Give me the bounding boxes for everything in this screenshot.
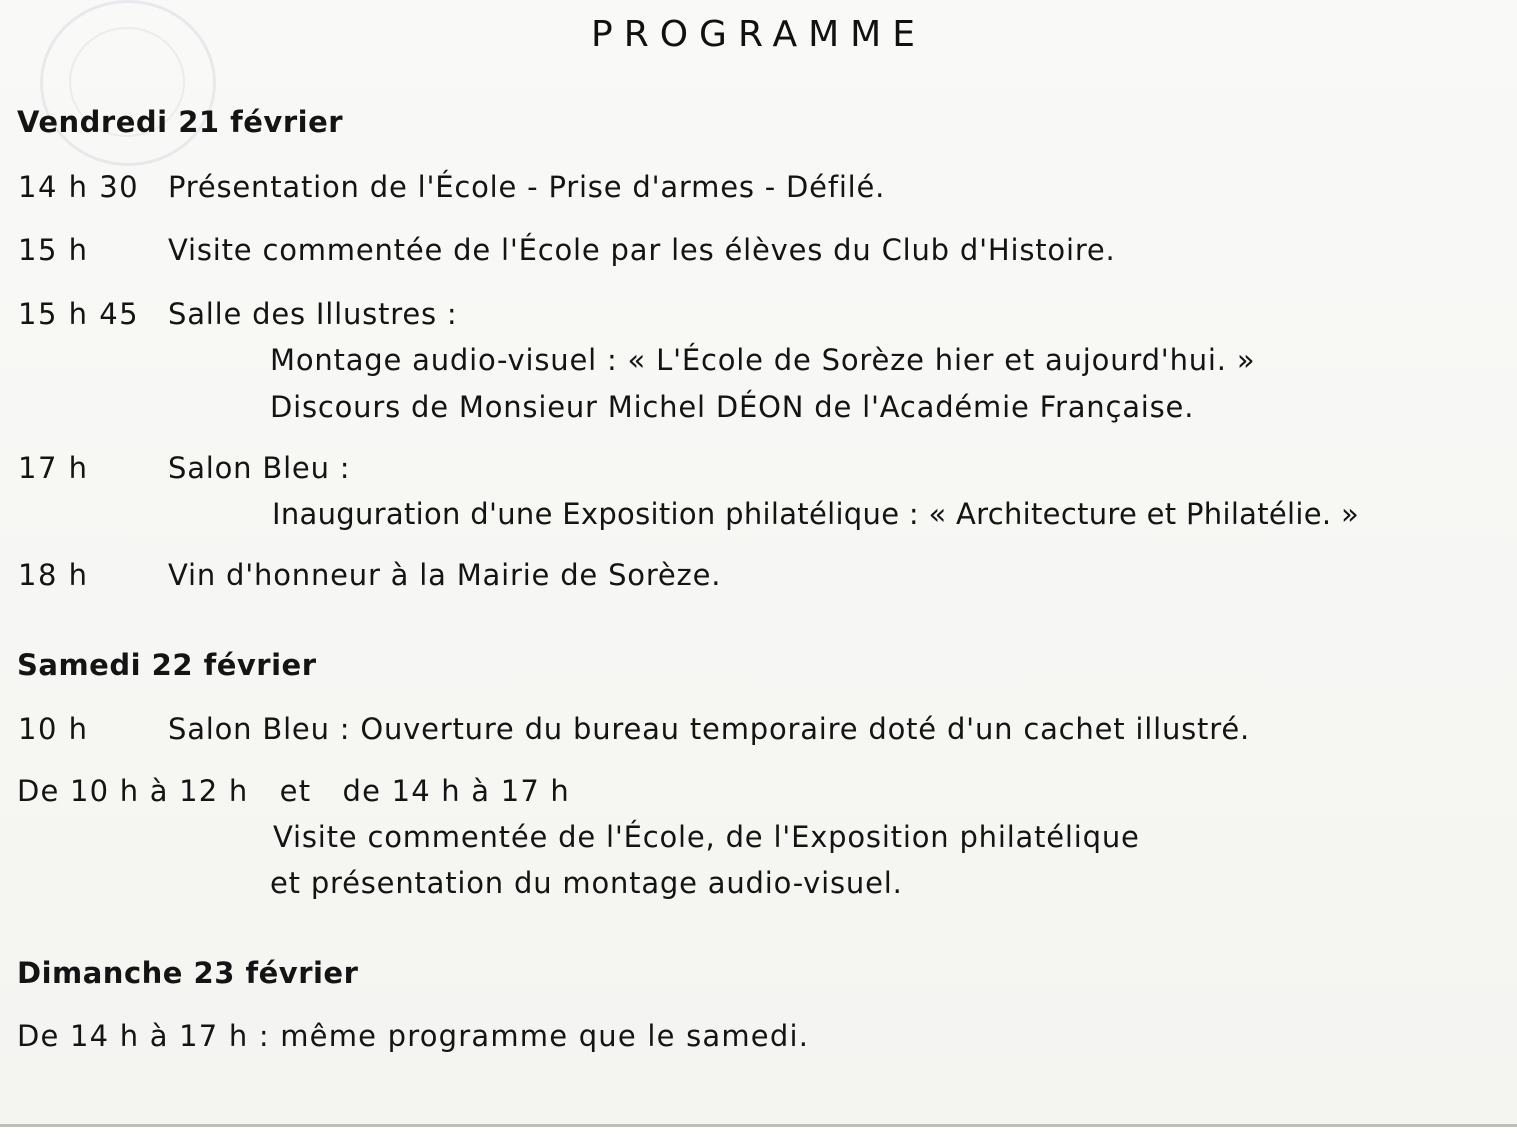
day-heading-friday: Vendredi 21 février <box>17 105 344 139</box>
event-detail-visite-expo: Visite commentée de l'École, de l'Exposition philatélique <box>273 820 1140 854</box>
event-detail-inauguration: Inauguration d'une Exposition philatélique : « Architecture et Philatélie. » <box>272 497 1359 531</box>
event-detail-montage-presentation: et présentation du montage audio-visuel. <box>270 866 903 900</box>
event-guided-visit: Visite commentée de l'École par les élèves du Club d'Histoire. <box>168 233 1116 267</box>
event-salle-des-illustres: Salle des Illustres : <box>168 297 458 331</box>
day-heading-saturday: Samedi 22 février <box>17 648 317 682</box>
event-presentation: Présentation de l'École - Prise d'armes - Défilé. <box>168 170 886 204</box>
time-saturday-10: 10 h <box>18 712 89 746</box>
time-saturday-range: De 10 h à 12 h et de 14 h à 17 h <box>17 774 570 808</box>
event-vin-honneur: Vin d'honneur à la Mairie de Sorèze. <box>168 558 722 592</box>
time-friday-1430: 14 h 30 <box>18 170 140 204</box>
day-heading-sunday: Dimanche 23 février <box>17 956 359 990</box>
event-sunday-programme: De 14 h à 17 h : même programme que le samedi. <box>17 1019 810 1053</box>
time-friday-18: 18 h <box>18 558 89 592</box>
page-title: PROGRAMME <box>590 14 926 55</box>
time-friday-15: 15 h <box>18 233 89 267</box>
event-salon-bleu: Salon Bleu : <box>168 451 351 485</box>
time-friday-1545: 15 h 45 <box>18 297 140 331</box>
event-bureau-temporaire: Salon Bleu : Ouverture du bureau temporaire doté d'un cachet illustré. <box>168 712 1250 746</box>
event-detail-montage: Montage audio-visuel : « L'École de Sorèze hier et aujourd'hui. » <box>270 343 1256 377</box>
time-friday-17: 17 h <box>18 451 89 485</box>
event-detail-discours: Discours de Monsieur Michel DÉON de l'Académie Française. <box>270 390 1195 424</box>
scan-background <box>0 1127 1517 1145</box>
